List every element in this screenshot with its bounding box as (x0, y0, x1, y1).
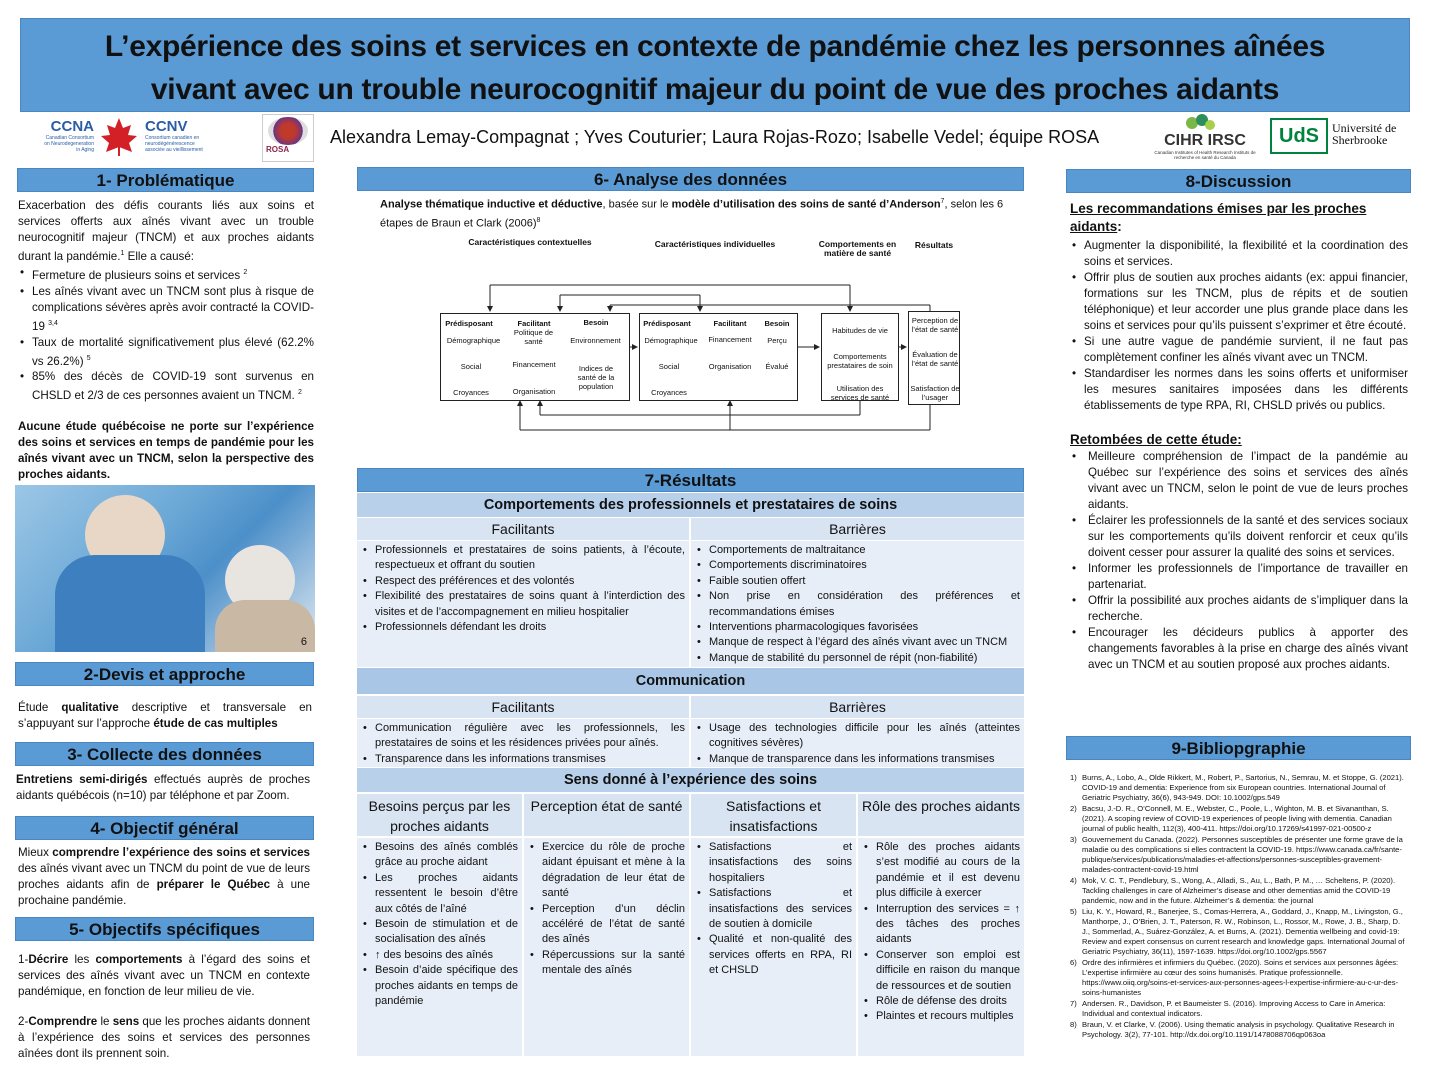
results-col-perception (524, 838, 689, 1056)
reference-item: 4) Mok, V. C. T., Pendlebury, S., Wong, A., Alladi, S., Au, L., Bath, P. M., … Scheltens, P. (2020). Tackling challenges in care of Alzheimer’s disease and other dementias amid the COVID-19 pandemic, now and in the future. Alzheimer’s & dementia: the journal (1070, 876, 1396, 905)
list-item: • Qualité et non-qualité des services offerts en RPA, RI et CHSLD (695, 932, 852, 978)
diagram-box-individual: Prédisposant Facilitant Besoin Démographique Social Croyances Financement Organisation Perçu Évalué (639, 313, 798, 401)
bibliography-list (1070, 773, 1410, 1041)
reference-item: 1) Burns, A., Lobo, A., Olde Rikkert, M., Robert, P., Sartorius, N., Semrau, M. et Stoppe, G. (2021). COVID-19 and dementia: Experience from six European countries. International Journal of Geriatric Psychiatry, 36(6), 943-949. DOI: 10.1002/gps.549 (1070, 773, 1404, 802)
diagram-box-contextual: Prédisposant Facilitant Besoin Démographique Social Croyances Politique de santé Financement Organisation Environnement Indices de santé de la population (440, 313, 630, 401)
cihr-logo: CIHR IRSC Canadian Institutes of Health Research Instituts de recherche en santé du Canada (1150, 112, 1260, 162)
list-item: • Satisfactions et insatisfactions des soins hospitaliers (695, 840, 852, 886)
list-item: • Interruption des services = ↑ des tâches des proches aidants (862, 902, 1020, 948)
results-col-besoins (357, 838, 522, 1056)
uds-logo: UdS Université de Sherbrooke (1268, 116, 1408, 156)
section-problematique-heading: 1- Problématique (17, 168, 314, 192)
list-item: • Les aînés vivant avec un TNCM sont plus à risque de complications sévères après avoir contracté la COVID-19 $^{3,4}$ (18, 284, 314, 335)
results-behaviours-facilitants (357, 541, 689, 667)
diagram-box-behaviours: Habitudes de vie Comportements prestataires de soin Utilisation des services de santé (821, 313, 899, 401)
section-devis-body: Étude qualitative descriptive et transversale en s’appuyant sur l’approche étude de cas multiples (18, 701, 312, 730)
cihr-emblem-icon (1180, 112, 1220, 134)
diagram-header-individual: Caractéristiques individuelles (654, 239, 776, 249)
section-objectifs-specifiques-heading: 5- Objectifs spécifiques (15, 917, 314, 941)
ccnv-logo: CCNV Consortium canadien en neurodégénérescence associée au vieillissement (145, 118, 203, 153)
results-col-role-header: Rôle des proches aidants (858, 794, 1024, 836)
results-col-satisfactions-header: Satisfactions et insatisfactions (691, 794, 856, 836)
section-problematique-body: Exacerbation des défis courants liés aux soins et services offerts aux aînés vivant avec un trouble neurocognitif majeur (TNCM) et aux proches aidants durant la pandémie.$^1$ Elle a causé: • Fermeture de plusieurs soins et services $^2$ • Les aînés vivant avec un TNCM sont plus à risque de complications sévères après avoir contracté la COVID-19 $^{3,4}$ • Taux de mortalité significativement plus élevé (62.2% vs 26.2%) $^5$ • 85% des décès de COVID-19 sont survenus en CHSLD et 2/3 de ces personnes avaient un TNCM. $^2$ Aucune étude québécoise ne porte sur l’expérience des soins et services en temps de pandémie pour les aînés vivant avec un TNCM, selon la perspective des proches aidants. (18, 198, 314, 483)
list-item: • Besoins des aînés comblés grâce au proche aidant (361, 840, 518, 871)
list-item: • Informer les professionnels de l’importance de travailler en partenariat. (1070, 561, 1408, 593)
reference-item: 2) Bacsu, J.-D. R., O’Connell, M. E., Webster, C., Poole, L., Wighton, M. B. et Sivananthan, S. (2021). A scoping review of COVID-19 experiences of people living with dementia. Canadian journal of public health, 112(3), 400-411. https://doi.org/10.17269/s41997-021-00500-z (1070, 804, 1392, 833)
list-item: • Si une autre vague de pandémie survient, il ne faut pas complètement confiner les aînés vivant avec un TNCM. (1070, 334, 1408, 366)
list-item: • Usage des technologies difficile pour les aînés (atteintes cognitives sévères) (695, 721, 1020, 752)
nurse-patient-photo: 6 (15, 485, 315, 652)
list-item: • Augmenter la disponibilité, la flexibilité et la coordination des soins et services. (1070, 238, 1408, 270)
title-line-1: L’expérience des soins et services en contexte de pandémie chez les personnes aînées (104, 30, 1326, 63)
list-item: • Non prise en considération des préférences et recommandations émises (695, 589, 1020, 620)
list-item: • Exercice du rôle de proche aidant épuisant et mène à la dégradation de leur état de santé (528, 840, 685, 902)
list-item: • Manque de transparence dans les informations transmises (695, 752, 1020, 767)
reference-item: 8) Braun, V. et Clarke, V. (2006). Using thematic analysis in psychology. Qualitative Research in Psychology. 3(2), 77-101. http://dx.doi.org/10.1191/1478088706qp063oa (1070, 1020, 1395, 1039)
section-resultats-heading: 7-Résultats (357, 468, 1024, 492)
section-collecte-body: Entretiens semi-dirigés effectués auprès de proches aidants québécois (n=10) par téléphone et par Zoom. (16, 773, 310, 802)
list-item: • Taux de mortalité significativement plus élevé (62.2% vs 26.2%) $^5$ (18, 335, 314, 370)
section-analyse-heading: 6- Analyse des données (357, 167, 1024, 191)
section-analyse-body: Analyse thématique inductive et déductive, basée sur le modèle d’utilisation des soins de santé d’Anderson$^7$, selon les 6 étapes de Braun et Clark $(2006)^8$ (380, 198, 1004, 230)
section-collecte-heading: 3- Collecte des données (15, 742, 314, 766)
section-objectif-general-body: Mieux comprendre l’expérience des soins et services des aînés vivant avec un TNCM du point de vue de leurs proches aidants afin de préparer le Québec à une prochaine pandémie. (18, 846, 311, 907)
poster-title (21, 19, 1409, 111)
section-objectif-general-heading: 4- Objectif général (15, 816, 314, 840)
list-item: • Besoin d’aide spécifique des proches aidants en temps de pandémie (361, 963, 518, 1009)
list-item: • Comportements discriminatoires (695, 558, 1020, 573)
reference-item: 3) Gouvernement du Canada. (2022). Personnes susceptibles de présenter une forme grave de la maladie ou des complications si elles contractent la COVID-19. https://www.canada.ca/fr/sante-publique/services/publications/maladies-et-affections/personnes-susceptibles-gravement-malades-contractent-covid-19.html (1070, 835, 1403, 874)
list-item: • Meilleure compréhension de l’impact de la pandémie au Québec sur l’expérience des soins et services des aînés vivant avec un TNCM, selon le point de vue de leurs proches aidants. (1070, 449, 1408, 513)
maple-leaf-icon (98, 116, 140, 158)
list-item: • Faible soutien offert (695, 574, 1020, 589)
rosa-logo: ROSA (262, 114, 314, 162)
section-objectifs-specifiques-body: 1-Décrire les comportements à l’égard des soins et services des aînés vivant avec un TNCM en contexte pandémique, en fonction de leur milieu de vie. 2-Comprendre le sens que les proches aidants donnent à l’expérience des soins et services des personnes aînées dont ils prennent soin. (18, 953, 311, 1060)
results-col-besoins-header: Besoins perçus par les proches aidants (357, 794, 522, 836)
list-item: • Conserver son emploi est difficile en raison du manque de ressources et de soutien (862, 948, 1020, 994)
results-band-communication: Communication (357, 668, 1024, 694)
results-col-satisfactions (691, 838, 856, 1056)
list-item: • Les proches aidants ressentent le besoin d’être aux côtés de l’aîné (361, 871, 518, 917)
list-item: • Flexibilité des prestataires de soins quant à l’interdiction des visites et de l’accompagnement en milieu hospitalier (361, 589, 685, 620)
list-item: • Comportements de maltraitance (695, 543, 1020, 558)
authors-line: Alexandra Lemay-Compagnat ; Yves Couturier; Laura Rojas-Rozo; Isabelle Vedel; équipe ROSA (330, 127, 1100, 147)
results-facilitants-header: Facilitants (357, 518, 689, 540)
results-barrieres-header: Barrières (691, 518, 1024, 540)
list-item: • Perception d’un déclin accéléré de l’état de santé des aînés (528, 902, 685, 948)
list-item: • Interventions pharmacologiques favorisées (695, 620, 1020, 635)
section-devis-heading: 2-Devis et approche (15, 662, 314, 686)
section-discussion-heading: 8-Discussion (1066, 169, 1411, 193)
section-discussion-body: Les recommandations émises par les proches aidants: • Augmenter la disponibilité, la flexibilité et la coordination des soins et services. • Offrir plus de soutien aux proches aidants (ex: appui financier, formations sur les TNCM, plus de répits et de soutien téléphonique) et leur accorder une plus grande place dans les soins et services pour qu’ils puissent s’exprimer et être écouté. • Si une autre vague de pandémie survient, il ne faut pas complètement confiner les aînés vivant avec un TNCM. • Standardiser les normes dans les soins offerts et uniformiser les mesures sanitaires imposées dans les différents établissements de type RPA, RI, CHSLD privés ou publics. Retombées de cette étude: • Meilleure compréhension de l’impact de la pandémie au Québec sur l’expérience des soins et services des aînés vivant avec un TNCM, selon le point de vue de leurs proches aidants. • Éclairer les professionnels de la santé et des services sociaux sur les comportements qu’ils doivent renforcir et ceux qu’ils doivent cesser pour assurer la qualité des soins et services. • Informer les professionnels de l’importance de travailler en partenariat. • Offrir la possibilité aux proches aidants de s’impliquer dans la recherche. • Encourager les décideurs publics à apporter des changements favorables à la prise en charge des aînés vivant avec un TNCM et au soutien proposé aux proches aidants. (1070, 200, 1408, 673)
results-comm-barrieres-header: Barrières (691, 696, 1024, 718)
results-col-role (858, 838, 1024, 1056)
ccna-logo: CCNA Canadian Consortium on Neurodegeneration in Aging (44, 118, 94, 153)
list-item: • Offrir la possibilité aux proches aidants de s’impliquer dans la recherche. (1070, 593, 1408, 625)
bold-note: Aucune étude québécoise ne porte sur l’expérience des soins et services en temps de pandémie pour les aînés vivant avec un TNCM, selon la perspective des proches aidants. (18, 420, 314, 482)
results-behaviours-barrieres (691, 541, 1024, 667)
list-item: • ↑ des besoins des aînés (361, 948, 518, 963)
list-item: • Éclairer les professionnels de la santé et des services sociaux sur les comportements qu’ils doivent renforcir et ceux qu’ils doivent cesser pour assurer la qualité des soins et services. (1070, 513, 1408, 561)
diagram-header-behaviours: Comportements en matière de santé (818, 239, 897, 258)
diagram-header-results: Résultats (914, 240, 954, 250)
results-col-perception-header: Perception état de santé (524, 794, 689, 836)
reference-item: 6) Ordre des infirmières et infirmiers du Québec. (2020). Soins et services aux personnes âgées: L’expertise infirmière au cœur des soins humanisés. Pratique professionnelle. https://www.oiiq.org/soins-et-services-aux-personnes-agees-l-expertise-infirmiere-au-c-ur-des-soins-humanistes (1070, 958, 1399, 997)
diagram-header-context: Caractéristiques contextuelles (468, 237, 592, 247)
list-item: • Communication régulière avec les professionnels, les prestataires de soins et les résidences privées pour aînés. (361, 721, 685, 752)
list-item: • Fermeture de plusieurs soins et services $^2$ (18, 265, 314, 284)
list-item: • Transparence dans les informations transmises (361, 752, 685, 767)
list-item: • Rôle de défense des droits (862, 994, 1020, 1009)
list-item: • Rôle des proches aidants s’est modifié au cours de la pandémie et il est devenu plus difficile à exercer (862, 840, 1020, 902)
list-item: • Manque de stabilité du personnel de répit (non-fiabilité) (695, 651, 1020, 666)
results-comm-barrieres (691, 719, 1024, 767)
list-item: • Manque de respect à l’égard des aînés vivant avec un TNCM (695, 635, 1020, 650)
reference-item: 7) Andersen. R., Davidson, P. et Baumeister S. (2016). Improving Access to Care in America: Individual and contextual indicators. (1070, 999, 1386, 1018)
diagram-box-results: Perception de l’état de santé Évaluation de l’état de santé Satisfaction de l’usager (908, 311, 960, 405)
list-item: • Professionnels et prestataires de soins patients, à l’écoute, respectueux et offrant du soutien (361, 543, 685, 574)
list-item: • Respect des préférences et des volontés (361, 574, 685, 589)
results-comm-facilitants-header: Facilitants (357, 696, 689, 718)
list-item: • Besoin de stimulation et de socialisation des aînés (361, 917, 518, 948)
list-item: • Répercussions sur la santé mentale des aînés (528, 948, 685, 979)
reference-item: 5) Liu, K. Y., Howard, R., Banerjee, S., Comas-Herrera, A., Goddard, J., Knapp, M., Livingston, G., Manthorpe, J., O’Brien, J. T., Paterson, R. W., Robinson, L., Rossor, M., Rowe, J. B., Sharp, D. J., Sommerlad, A., Suárez-González, A. et Burns, A. (2021). Dementia wellbeing and covid-19: Review and expert consensus on current research and knowledge gaps. International Journal of Geriatric Psychiatry, 36(11), 1597-1639. https://doi.org/10.1002/gps.5567 (1070, 907, 1405, 956)
list-item: • Professionnels défendant les droits (361, 620, 685, 635)
list-item: • Offrir plus de soutien aux proches aidants (ex: appui financier, formations sur les TNCM, plus de répits et de soutien téléphonique) et leur accorder une plus grande place dans les soins et services pour qu’ils puissent s’exprimer et être écouté. (1070, 270, 1408, 334)
list-item: • 85% des décès de COVID-19 sont survenus en CHSLD et 2/3 de ces personnes avaient un TNCM. $^2$ (18, 369, 314, 404)
list-item: • Standardiser les normes dans les soins offerts et uniformiser les mesures sanitaires imposées dans les différents établissements de type RPA, RI, CHSLD privés ou publics. (1070, 366, 1408, 414)
section-bibliographie-heading: 9-Bibliopgraphie (1066, 736, 1411, 760)
title-line-2: vivant avec un trouble neurocognitif majeur du point de vue des proches aidants (150, 73, 1280, 106)
list-item: • Encourager les décideurs publics à apporter des changements favorables à la prise en charge des aînés vivant avec un TNCM et au soutien proposé aux proches aidants. (1070, 625, 1408, 673)
results-band-sens: Sens donné à l’expérience des soins (357, 768, 1024, 792)
list-item: • Plaintes et recours multiples (862, 1009, 1020, 1024)
results-band-behaviours: Comportements des professionnels et prestataires de soins (357, 493, 1024, 517)
results-comm-facilitants (357, 719, 689, 767)
poster-title-bar (20, 18, 1410, 112)
list-item: • Satisfactions et insatisfactions des services de soutien à domicile (695, 886, 852, 932)
anderson-model-diagram (430, 235, 990, 465)
